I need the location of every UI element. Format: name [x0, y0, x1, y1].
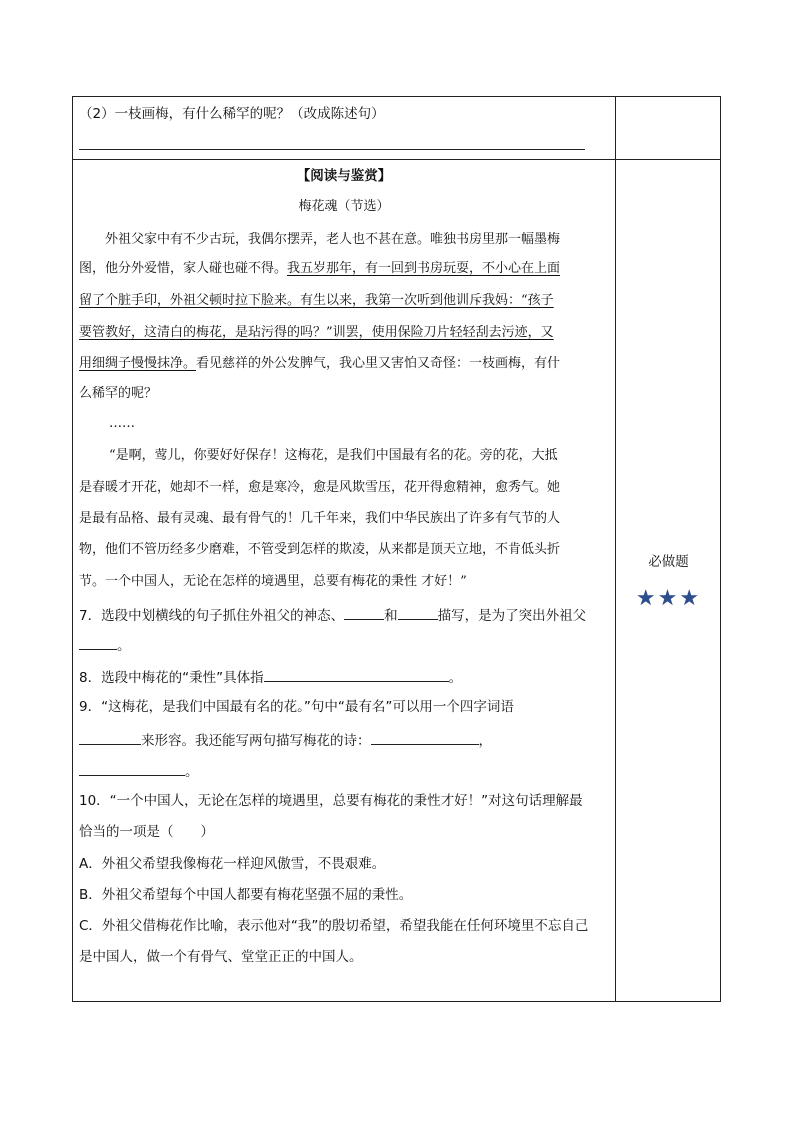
- underlined-sentence: 有生以来，我第一次听到他训斥我妈：“孩子: [300, 293, 554, 308]
- passage-line: 是春暖才开花，她却不一样，愈是寒冷，愈是风欺雪压，花开得愈精神，愈秀气。她: [79, 480, 561, 495]
- answer-blank[interactable]: [398, 605, 438, 620]
- answer-blank[interactable]: [371, 730, 479, 745]
- answer-blank[interactable]: [79, 761, 185, 776]
- underlined-sentence: 用细绸子慢慢抹净。: [79, 356, 197, 371]
- passage-line: 物，他们不管历经多少磨难，不管受到怎样的欺凌，从来都是顶天立地，不肯低头折: [79, 542, 561, 557]
- option-c: C．外祖父借梅花作比喻，表示他对“我”的殷切希望，希望我能在任何环境里不忘自己: [79, 918, 589, 934]
- option-a: A．外祖父希望我像梅花一样迎风傲雪，不畏艰难。: [79, 856, 386, 872]
- passage-line: 图，他分外爱惜，家人碰也碰不得。我五岁那年，有一回到书房玩耍，不小心在上面: [79, 261, 561, 276]
- worksheet-table: [72, 96, 721, 1002]
- question-7-cont: 。: [79, 635, 131, 655]
- passage-line: 么稀罕的呢？: [79, 386, 158, 401]
- passage-line: 用细绸子慢慢抹净。看见慈祥的外公发脾气，我心里又害怕又奇怪：一枝画梅，有什: [79, 356, 561, 371]
- ellipsis: ……: [109, 416, 135, 431]
- question-10: 10．“一个中国人，无论在怎样的境遇里，总要有梅花的秉性才好！”对这句话理解最: [79, 793, 583, 809]
- answer-blank[interactable]: [79, 635, 117, 650]
- option-c-cont: 是中国人，做一个有骨气、堂堂正正的中国人。: [79, 949, 363, 965]
- question-9-cont: 。: [79, 761, 199, 781]
- option-b: B．外祖父希望每个中国人都要有梅花坚强不屈的秉性。: [79, 887, 413, 903]
- answer-blank[interactable]: [79, 730, 141, 745]
- answer-blank[interactable]: [344, 605, 384, 620]
- passage-line: “是啊，莺儿，你要好好保存！这梅花，是我们中国最有名的花。旁的花，大抵: [109, 448, 558, 463]
- row-divider: [73, 159, 720, 160]
- passage-line: 外祖父家中有不少古玩，我偶尔摆弄，老人也不甚在意。唯独书房里那一幅墨梅: [105, 232, 561, 247]
- column-divider: [615, 97, 616, 1001]
- passage-line: [79, 324, 554, 342]
- passage-line: [79, 292, 554, 310]
- question-7: 7．选段中划横线的句子抓住外祖父的神态、 和 描写，是为了突出外祖父: [79, 605, 586, 625]
- difficulty-label: 必做题: [648, 554, 689, 570]
- underlined-sentence: 要管教好，这清白的梅花，是玷污得的吗？”训罢，使用保险刀片轻轻刮去污迹，又: [79, 325, 554, 340]
- passage-line: 是最有品格、最有灵魂、最有骨气的！几千年来，我们中华民族出了许多有气节的人: [79, 511, 561, 526]
- question-10-cont: 恰当的一项是（ ）: [79, 824, 214, 840]
- passage-line: 节。一个中国人，无论在怎样的境遇里，总要有梅花的秉性 才好！”: [79, 574, 467, 589]
- question-9: 9．“这梅花，是我们中国最有名的花。”句中“最有名”可以用一个四字词语: [79, 699, 514, 715]
- section-title: 【阅读与鉴赏】: [296, 168, 392, 184]
- rewrite-question: （2）一枝画梅，有什么稀罕的呢？（改成陈述句）: [79, 106, 385, 122]
- star-rating-icon: ★★★: [635, 586, 702, 611]
- question-9-cont: 来形容。我还能写两句描写梅花的诗： ，: [79, 730, 492, 750]
- answer-blank[interactable]: [264, 667, 449, 682]
- underlined-sentence: 留了个脏手印，外祖父顿时拉下脸来。: [79, 293, 301, 308]
- underlined-sentence: 我五岁那年，有一回到书房玩耍，不小心在上面: [287, 261, 561, 276]
- passage-title: 梅花魂（节选）: [298, 199, 390, 214]
- answer-line: [79, 149, 585, 150]
- question-8: 8．选段中梅花的“秉性”具体指 。: [79, 667, 462, 687]
